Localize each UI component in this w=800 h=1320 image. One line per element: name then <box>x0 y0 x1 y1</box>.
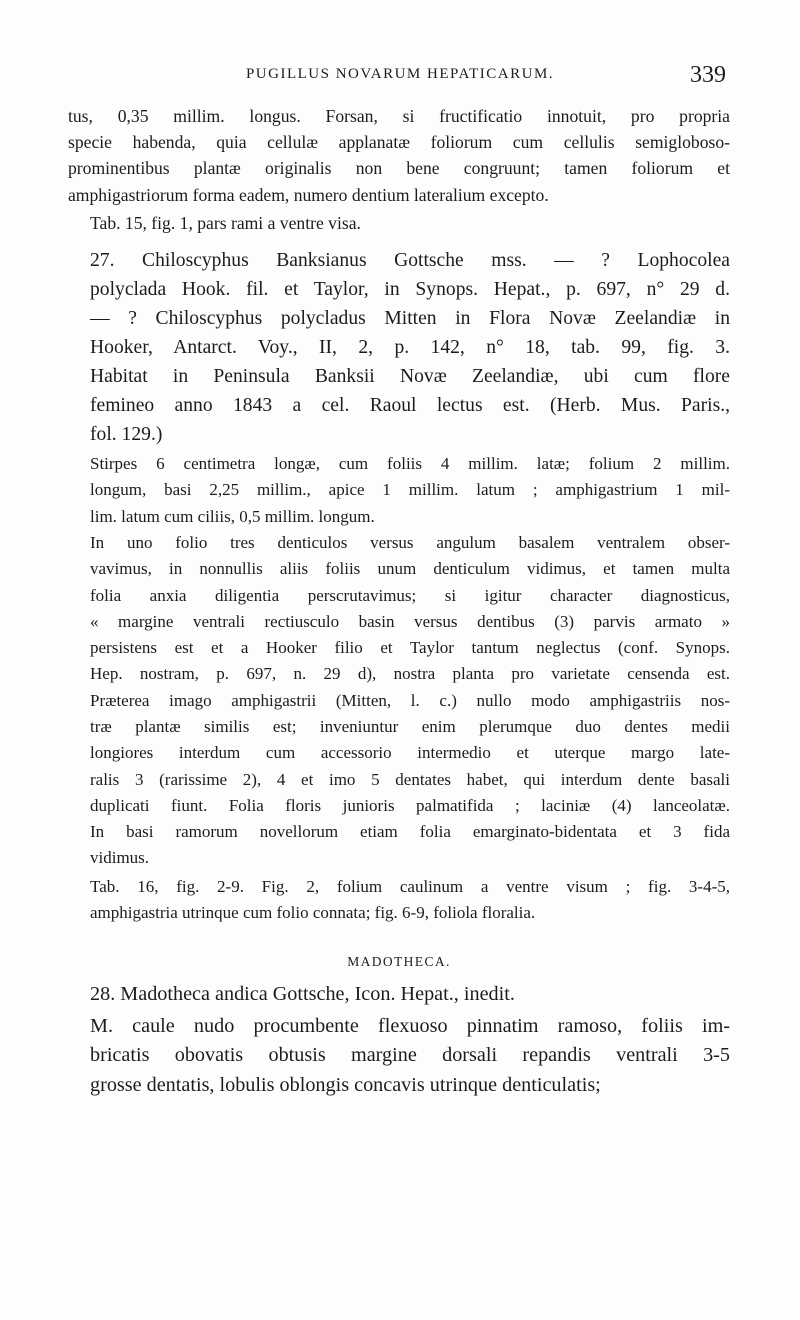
text-line: Tab. 16, fig. 2-9. Fig. 2, folium caulinum a ventre visum ; fig. 3-4-5, <box>90 876 730 896</box>
discussion-paragraph <box>68 530 730 872</box>
text-line: In basi ramorum novellorum etiam folia emarginato-bidentata et 3 fida <box>90 822 730 842</box>
text-line: ralis 3 (rarissime 2), 4 et imo 5 dentates habet, qui interdum dente basali <box>90 769 730 789</box>
text-line: lim. latum cum ciliis, 0,5 millim. longum. <box>90 506 375 526</box>
text-line: folia anxia diligentia perscrutavimus; si igitur character diagnosticus, <box>90 585 730 605</box>
text-line: amphigastria utrinque cum folio connata; fig. 6-9, foliola floralia. <box>90 903 536 923</box>
diagnosis-paragraph <box>68 1012 730 1101</box>
species-entry-28 <box>68 980 730 1010</box>
text-line: femineo anno 1843 a cel. Raoul lectus est. (Herb. Mus. Paris., <box>90 395 730 417</box>
measurements-paragraph <box>68 451 730 530</box>
text-line: fol. 129.) <box>90 424 163 446</box>
text-line: specie habenda, quia cellulæ applanatæ foliorum cum cellulis semigloboso- <box>68 132 730 153</box>
text-line: In uno folio tres denticulos versus angulum basalem ventralem obser- <box>90 532 730 552</box>
text-line: vavimus, in nonnullis aliis foliis unum denticulum vidimus, et tamen multa <box>90 559 730 579</box>
text-line: « margine ventrali rectiusculo basin versus dentibus (3) parvis armato » <box>90 611 730 631</box>
paragraph-continuation <box>68 103 730 208</box>
text-line: polyclada Hook. fil. et Taylor, in Synops. Hepat., p. 697, n° 29 d. <box>90 279 730 301</box>
plate-reference <box>68 210 730 236</box>
text-line: Tab. 15, fig. 1, pars rami a ventre visa. <box>90 212 361 233</box>
text-line: bricatis obovatis obtusis margine dorsali repandis ventrali 3-5 <box>90 1044 730 1067</box>
text-line: duplicati fiunt. Folia floris junioris palmatifida ; laciniæ (4) lanceolatæ. <box>90 795 730 815</box>
text-line: vidimus. <box>90 848 150 868</box>
text-line: — ? Chiloscyphus polycladus Mitten in Flora Novæ Zeelandiæ in <box>90 308 730 330</box>
running-title: PUGILLUS NOVARUM HEPATICARUM. <box>245 66 555 82</box>
species-entry-27 <box>68 246 730 449</box>
text-line: Hooker, Antarct. Voy., II, 2, p. 142, n° 18, tab. 99, fig. 3. <box>90 337 730 359</box>
text-line: Præterea imago amphigastrii (Mitten, l. c.) nullo modo amphigastriis nos- <box>90 690 730 710</box>
text-line: persistens est et a Hooker filio et Taylor tantum neglectus (conf. Synops. <box>90 638 730 658</box>
text-line: M. caule nudo procumbente flexuoso pinnatim ramoso, foliis im- <box>90 1014 730 1037</box>
text-line: longiores interdum cum accessorio intermedio et uterque margo late- <box>90 743 730 763</box>
text-line: 28. Madotheca andica Gottsche, Icon. Hepat., inedit. <box>90 983 515 1006</box>
text-line: tus, 0,35 millim. longus. Forsan, si fructificatio innotuit, pro propria <box>68 106 730 126</box>
page-body <box>68 103 730 1100</box>
text-line: 27. Chiloscyphus Banksianus Gottsche mss. — ? Lophocolea <box>90 250 730 272</box>
text-line: Hep. nostram, p. 697, n. 29 d), nostra planta pro varietate censenda est. <box>90 664 730 684</box>
text-line: træ plantæ similis est; inveniuntur enim plerumque duo dentes medii <box>90 716 730 736</box>
text-line: grosse dentatis, lobulis oblongis concavis utrinque denticulatis; <box>90 1073 601 1096</box>
text-line: Stirpes 6 centimetra longæ, cum foliis 4 millim. latæ; folium 2 millim. <box>90 454 730 474</box>
plate-reference <box>68 874 730 927</box>
text-line: amphigastriorum forma eadem, numero dentium lateralium excepto. <box>68 184 549 205</box>
text-line: prominentibus plantæ originalis non bene congruunt; tamen foliorum et <box>68 158 730 179</box>
running-head <box>0 64 800 88</box>
page-number: 339 <box>690 62 726 88</box>
section-heading: MADOTHECA. <box>347 954 451 970</box>
text-line: Habitat in Peninsula Banksii Novæ Zeelandiæ, ubi cum flore <box>90 366 730 388</box>
text-line: longum, basi 2,25 millim., apice 1 millim. latum ; amphigastrium 1 mil- <box>90 480 730 500</box>
